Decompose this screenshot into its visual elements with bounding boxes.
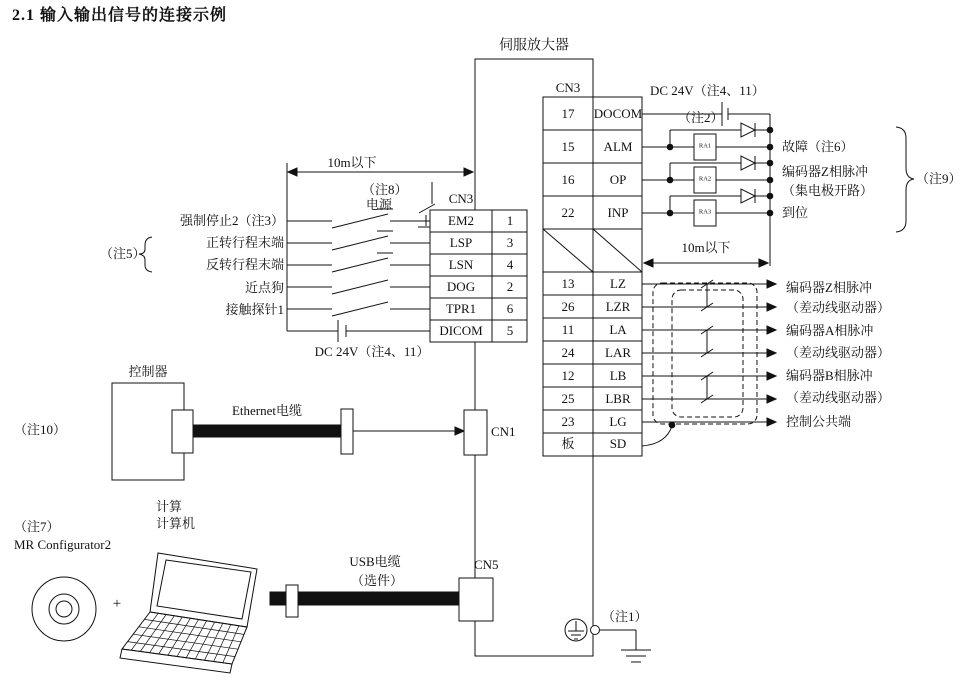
pin-signal: LG — [609, 414, 627, 430]
pin-signal: LAR — [605, 345, 631, 361]
pin-number: 25 — [561, 391, 575, 407]
distance-label-right: 10m以下 — [681, 240, 731, 256]
note5: （注5） — [100, 246, 146, 262]
pin-signal: LZR — [605, 299, 631, 315]
input-label-lsp: 正转行程末端 — [205, 235, 284, 251]
pc-label-line2: 计算机 — [156, 516, 196, 532]
input-wiring — [139, 163, 476, 342]
relay-ra3: RA3 — [698, 208, 712, 216]
mr-configurator-label: MR Configurator2 — [14, 537, 112, 553]
pin-signal: LB — [609, 368, 627, 384]
output-connector-header: CN3 — [555, 80, 581, 96]
pc-usb — [32, 553, 493, 673]
input-label-lsn: 反转行程末端 — [205, 257, 284, 273]
usb-cable-label: USB电缆 — [349, 554, 401, 570]
note7: （注7） — [14, 519, 60, 535]
cn5-label: CN5 — [474, 557, 499, 573]
note8: （注8） — [362, 182, 408, 198]
encoder-a-sub: （差动线驱动器） — [786, 345, 891, 361]
relay-ra1: RA1 — [698, 142, 712, 150]
pc-label-line1: 计算 — [156, 499, 183, 515]
note10: （注10） — [14, 422, 67, 438]
pin-number: 3 — [506, 235, 514, 251]
pin-signal: LBR — [605, 391, 631, 407]
ethernet-cable-label: Ethernet电缆 — [231, 403, 303, 419]
note2: （注2） — [678, 110, 724, 126]
pin-number: 24 — [561, 345, 575, 361]
note9: （注9） — [916, 171, 962, 187]
pin-number: 15 — [561, 139, 575, 155]
pin-number: 23 — [561, 414, 575, 430]
usb-cable-option-label: （选件） — [350, 573, 404, 589]
input-connector-header: CN3 — [448, 191, 474, 207]
power-supply-label: 电源 — [366, 197, 393, 213]
pin-number: 22 — [561, 205, 575, 221]
plus-sign: + — [112, 596, 122, 613]
encoder-b-sub: （差动线驱动器） — [786, 390, 891, 406]
pin-signal: LSP — [449, 235, 473, 251]
input-label-forced-stop: 强制停止2（注3） — [179, 213, 284, 229]
pin-signal: SD — [609, 436, 627, 452]
encoder-b-label: 编码器B相脉冲 — [786, 368, 873, 384]
pin-number: 11 — [561, 322, 575, 338]
encoder-z-sub: （差动线驱动器） — [786, 300, 891, 316]
dc24v-input-label: DC 24V（注4、11） — [314, 344, 430, 360]
pin-number: 4 — [506, 257, 514, 273]
pin-number: 板 — [561, 436, 575, 452]
pin-signal: INP — [607, 205, 629, 221]
pin-signal: DOG — [446, 279, 476, 295]
output-label-in-position: 到位 — [782, 205, 809, 221]
pin-signal: ALM — [603, 139, 633, 155]
pin-signal: TPR1 — [445, 301, 477, 317]
pin-number: 12 — [561, 368, 575, 384]
pin-number: 16 — [561, 172, 575, 188]
controller-label: 控制器 — [128, 364, 168, 380]
page-title: 2.1 输入输出信号的连接示例 — [12, 7, 228, 24]
pin-signal: EM2 — [448, 213, 474, 229]
output-label-open-collector: （集电极开路） — [782, 183, 874, 199]
relay-ra2: RA2 — [698, 175, 712, 183]
pin-signal: LA — [609, 322, 627, 338]
encoder-z-label: 编码器Z相脉冲 — [786, 280, 872, 296]
output-label-fault: 故障（注6） — [782, 139, 854, 155]
input-label-tpr1: 接触探针1 — [225, 302, 284, 318]
servo-amplifier-label: 伺服放大器 — [499, 38, 569, 54]
pin-signal: OP — [609, 172, 627, 188]
pin-number: 17 — [561, 106, 575, 122]
encoder-a-label: 编码器A相脉冲 — [786, 323, 874, 339]
dc24v-output-label: DC 24V（注4、11） — [650, 83, 765, 99]
pin-number: 13 — [561, 276, 575, 292]
pin-number: 1 — [506, 213, 514, 229]
pin-number: 26 — [561, 299, 575, 315]
output-label-z-pulse: 编码器Z相脉冲 — [782, 164, 868, 180]
controller-ethernet — [112, 383, 487, 480]
cn1-label: CN1 — [491, 424, 516, 440]
pin-signal: LZ — [610, 276, 626, 292]
pin-number: 2 — [506, 279, 514, 295]
distance-label-left: 10m以下 — [327, 155, 377, 171]
input-label-dog: 近点狗 — [244, 280, 284, 296]
note1: （注1） — [602, 609, 648, 625]
pin-number: 5 — [506, 323, 514, 339]
pin-signal: DICOM — [439, 323, 483, 339]
pin-number: 6 — [506, 301, 514, 317]
control-common-label: 控制公共端 — [786, 414, 852, 430]
pin-signal: LSN — [448, 257, 474, 273]
encoder-output-wiring — [642, 280, 776, 446]
pin-signal: DOCOM — [593, 106, 643, 122]
